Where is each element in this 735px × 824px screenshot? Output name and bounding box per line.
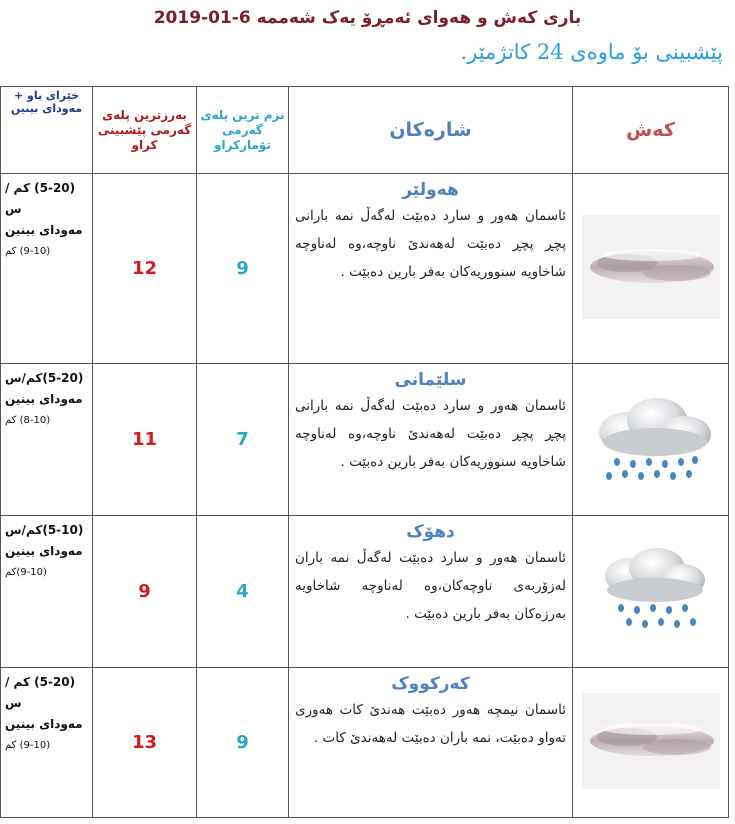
- city-cell: [289, 174, 573, 364]
- rain-cloud-icon: [587, 390, 715, 486]
- max-temp-value: 11: [93, 364, 197, 516]
- column-header-cities: شارەکان: [289, 87, 573, 174]
- page-subtitle: پێشبینی بۆ ماوەی 24 کاتژمێر.: [460, 40, 723, 64]
- min-temp-value: 7: [197, 364, 289, 516]
- city-cell: [289, 364, 573, 516]
- forecast-description: ئاسمان نیمچە هەور دەبێت هەندێ کات هەوری تەواو دەبێت، نمە باران دەبێت لەهەندێ کات .: [295, 702, 566, 746]
- min-temp-value: 4: [197, 516, 289, 668]
- city-name: هەولێر: [402, 180, 459, 200]
- forecast-description: ئاسمان هەور و سارد دەبێت لەگەڵ نمە بارانی پچڕ پچڕ دەبێت لەهەندێ ناوچە،وە لەناوچە شاخاویە سنووریەکان بەفر بارین دەبێت .: [295, 398, 566, 470]
- wind-speed: (5-20) کم /س: [5, 181, 76, 216]
- column-header-weather: کەش: [573, 87, 729, 174]
- max-temp-value: 13: [93, 668, 197, 818]
- city-name: کەرکووک: [391, 674, 470, 694]
- visibility-label: مەودای بینین: [5, 223, 83, 237]
- visibility-value: (9-10) کم: [5, 740, 51, 751]
- max-temp-value: 12: [93, 174, 197, 364]
- wind-speed: (5-10)کم/س: [5, 523, 84, 537]
- city-cell: [289, 516, 573, 668]
- city-cell: [289, 668, 573, 818]
- column-header-min-temp: نزم ترین پلەی گەرمی تۆمارکراو: [197, 87, 289, 174]
- city-name: سلێمانی: [394, 370, 467, 390]
- weather-icon-cell: [573, 516, 729, 668]
- wind-cell: [1, 174, 93, 364]
- visibility-label: مەودای بینین: [5, 544, 83, 558]
- rain-cloud-icon: [591, 542, 711, 638]
- wind-cell: [1, 516, 93, 668]
- table-row: [1, 364, 729, 516]
- table-header-row: [1, 87, 729, 174]
- table-row: [1, 174, 729, 364]
- min-temp-value: 9: [197, 668, 289, 818]
- min-temp-value: 9: [197, 174, 289, 364]
- visibility-label: مەودای بینین: [5, 392, 83, 406]
- wind-speed: (5-20) کم /س: [5, 675, 76, 710]
- wind-cell: [1, 668, 93, 818]
- visibility-value: (9-10) کم: [5, 246, 51, 257]
- city-name: دهۆک: [406, 522, 455, 542]
- wind-speed: (5-20)کم/س: [5, 371, 84, 385]
- max-temp-value: 9: [93, 516, 197, 668]
- column-header-max-temp: بەرزترین پلەی گەرمی پێشبینی کراو: [93, 87, 197, 174]
- visibility-value: (9-10)کم: [5, 567, 47, 578]
- forecast-description: ئاسمان هەور و سارد دەبێت لەگەڵ نمە بارانی پچڕ پچڕ دەبێت لەهەندێ ناوچە،وە لەناوچە شاخاویە سنووریەکان بەفر بارین دەبێت .: [295, 208, 566, 280]
- column-header-wind: خێرای باو + مەودای بینین: [1, 87, 93, 174]
- forecast-table: [0, 86, 729, 818]
- haze-cloud-icon: [582, 215, 720, 319]
- forecast-description: ئاسمان هەور و سارد دەبێت لەگەڵ نمە باران لەزۆربەی ناوچەکان،وە لەناوچە شاخاویە بەرزەکان بەفر بارین دەبێت .: [295, 550, 566, 622]
- page-title: باری کەش و هەوای ئەمڕۆ یەک شەممە 6-01-2019: [153, 8, 582, 28]
- weather-icon-cell: [573, 668, 729, 818]
- weather-icon-cell: [573, 174, 729, 364]
- table-row: [1, 516, 729, 668]
- haze-cloud-icon: [582, 693, 720, 789]
- visibility-label: مەودای بینین: [5, 717, 83, 731]
- table-row: [1, 668, 729, 818]
- weather-icon-cell: [573, 364, 729, 516]
- wind-cell: [1, 364, 93, 516]
- visibility-value: (8-10) کم: [5, 415, 51, 426]
